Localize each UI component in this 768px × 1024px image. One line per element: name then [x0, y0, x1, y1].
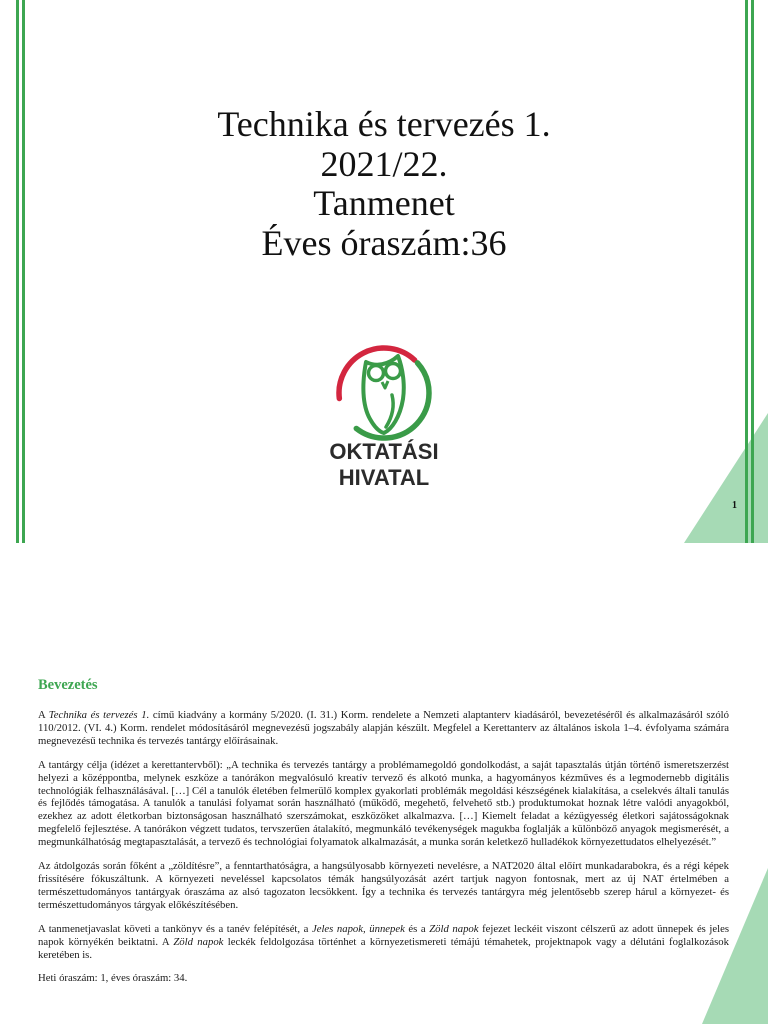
page-number: 1 [732, 500, 737, 511]
title-line-annual-hours: Éves óraszám:36 [261, 222, 507, 263]
introduction-section [38, 677, 729, 996]
italic-publication-title: Technika és tervezés 1. [48, 709, 150, 721]
italic-chapter-name: Zöld napok [173, 935, 224, 948]
title-line-document-type: Tanmenet [313, 183, 455, 223]
logo-wordmark-line1: OKTATÁSI [329, 439, 439, 464]
paragraph-weekly-hours [38, 972, 729, 985]
owl-beak [382, 381, 388, 388]
paragraph-text: Az átdolgozás során főként a „zöldítésre”, a fenntarthatóságra, a hangsúlyosabb környezeti nevelésre, a NAT2020 által előírt munkadarabokra, és a régi képek frissítésére fókuszáltunk. A környezeti neveléssel kapcsolatos témák hangsúlyozását azért tartjuk nagyon fontosnak, mert az új NAT értelmében a természettudományos tantárgyak óraszáma az alsó tagozaton lecsökkent. Így a technika és tervezés tantárgyra még jelentősebb szerep hárul a környezet- és természettudományos tárgyak előkészítésében. [38, 860, 729, 911]
paragraph-legal-basis [38, 709, 729, 748]
cover-title [0, 105, 768, 263]
title-line-subject: Technika és tervezés 1. [217, 104, 551, 144]
paragraph-text: A [38, 709, 49, 721]
paragraph-revision-focus [38, 860, 729, 912]
introduction-page [0, 543, 768, 1024]
owl-icon [334, 343, 434, 443]
paragraph-text: leckék feldolgozása történhet a környezetismereti témájú témahetek, projektnapok vagy a délutáni foglalkozások keretében is. [38, 935, 729, 961]
paragraph-text: Heti óraszám: 1, éves óraszám: 34. [38, 972, 188, 985]
paragraph-plan-structure [38, 923, 729, 962]
paragraph-text: és a [404, 922, 430, 935]
owl-eye-left [369, 366, 384, 381]
section-heading: Bevezetés [38, 677, 98, 693]
logo-wordmark-line2: HIVATAL [338, 465, 430, 490]
logo-wordmark [0, 439, 768, 491]
owl-eye-right [386, 364, 401, 379]
owl-wing-line [386, 395, 393, 427]
paragraph-text: A tanmenetjavaslat követi a tankönyv és a tanév felépítését, a [38, 922, 312, 935]
paragraph-subject-goal [38, 759, 729, 849]
italic-chapter-name: Jeles napok, ünnepek [311, 922, 405, 935]
title-line-school-year: 2021/22. [320, 143, 448, 184]
italic-chapter-name: Zöld napok [429, 922, 479, 935]
paragraph-text: fejezet leckéit viszont célszerű az adott ünnepek és jeles napok környékén beiktatni. A [38, 922, 729, 948]
paragraph-text: A tantárgy célja (idézet a kerettantervből): „A technika és tervezés tantárgy a problémamegoldó gondolkodást, a saját tapasztalás útján történő ismeretszerzést helyezi a középpontba, melynek eszköze a tanórákon megvalósuló kreatív tervező és alkotó munka, a hagyományos kézműves és a legmodernebb digitális technológiák felhasználásával. […] Cél a tanulók életében felmerülő komplex gyakorlati problémák megoldási készségének kialakítása, a cselekvés általi tanulás és fejlődés támogatása. A tanulók a tanulási folyamat során használható (működő, megehető, felvehető stb.) produktumokat hoznak létre valódi anyagokból, ezekhez az adott életkorban biztonságosan használható szerszámokat, eszközöket alkalmazva. […] Kiemelt feladat a kézügyesség életkori sajátosságoknak megfelelő fejlesztése. A tanórákon végzett tudatos, tervszerűen átalakító, megmunkáló tevékenységek magukba foglalják a különböző anyagok megismerését, a megmunkálhatóság megtapasztalását, a tervező és technológiai folyamatok alkalmazását, a munka során keletkező hulladékok környezettudatos elhelyezését.” [38, 758, 729, 849]
paragraph-text: című kiadvány a kormány 5/2020. (I. 31.) Korm. rendelete a Nemzeti alaptanterv kiadásáról, bevezetéséről és alkalmazásáról szóló 110/2012. (VI. 4.) Korm. rendelet módosításáról megnevezésű jogszabály alapján készült. Megfelel a Kerettanterv az általános iskola 1–4. évfolyama számára megnevezésű technika és tervezés tantárgy előírásainak. [38, 709, 729, 747]
